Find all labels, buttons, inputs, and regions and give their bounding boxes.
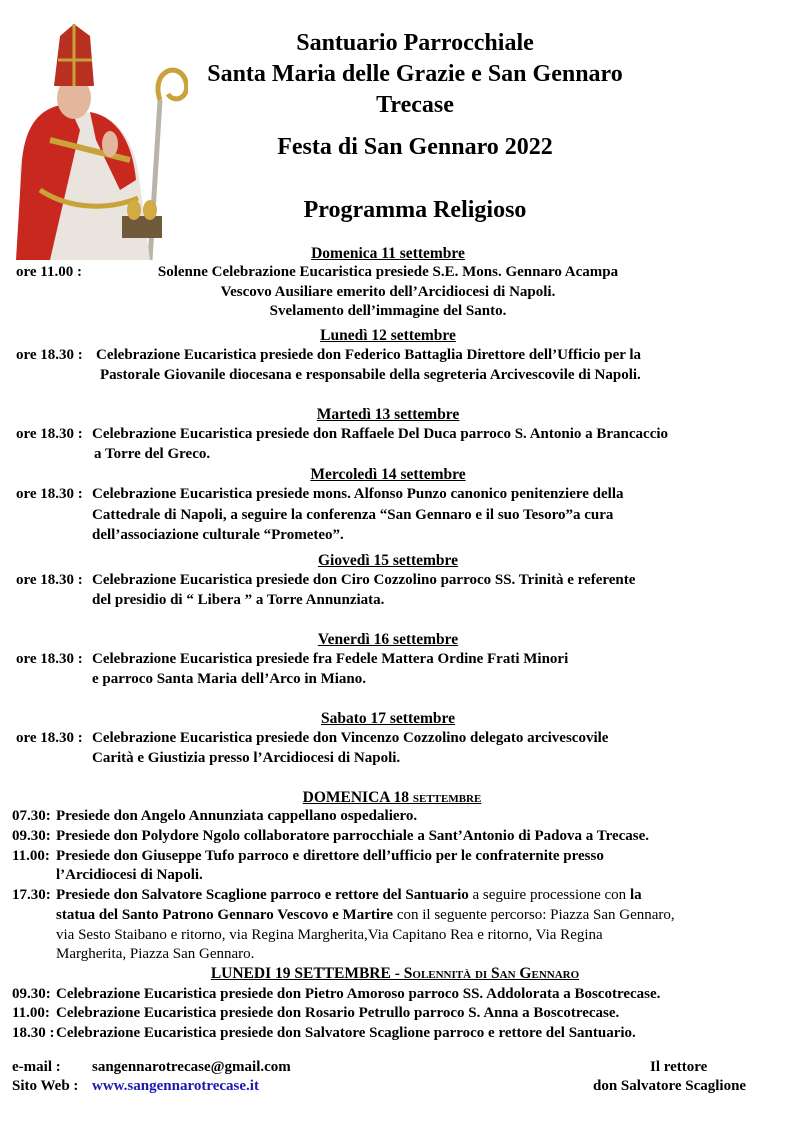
sanctuary-name: Santa Maria delle Grazie e San Gennaro (207, 61, 623, 87)
event-text: Presiede don Polydore Ngolo collaboratore parrocchiale a Sant’Antonio di Padova a Trecase. (56, 828, 650, 844)
website-link[interactable]: www.sangennarotrecase.it (92, 1078, 259, 1094)
event-text: Vescovo Ausiliare emerito dell’Arcidiocesi di Napoli. (220, 284, 556, 300)
day-heading-18: DOMENICA 18 settembre (302, 789, 482, 806)
event-time: 09.30: (12, 828, 51, 844)
event-text: Solenne Celebrazione Eucaristica presiede S.E. Mons. Gennaro Acampa (157, 264, 619, 280)
event-time: ore 18.30 : (16, 347, 83, 363)
day-heading-12: Lunedì 12 settembre (320, 327, 456, 344)
signature-name: don Salvatore Scaglione (593, 1078, 747, 1094)
event-time: 11.00: (12, 1005, 50, 1021)
day-heading-15: Giovedì 15 settembre (317, 552, 459, 569)
event-time: 11.00: (12, 848, 50, 864)
event-time: ore 18.30 : (16, 426, 83, 442)
event-text: via Sesto Staibano e ritorno, via Regina Margherita,Via Capitano Rea e ritorno, Via Regina (56, 927, 603, 943)
event-text: Celebrazione Eucaristica presiede don Vincenzo Cozzolino delegato arcivescovile (92, 730, 609, 746)
event-time: ore 18.30 : (16, 651, 83, 667)
event-text: Cattedrale di Napoli, a seguire la conferenza “San Gennaro e il suo Tesoro”a cura (92, 507, 614, 523)
event-time: ore 18.30 : (16, 572, 83, 588)
signature-title: Il rettore (650, 1059, 708, 1075)
event-time: 07.30: (12, 808, 51, 824)
event-text: Presiede don Giuseppe Tufo parroco e direttore dell’ufficio per le confraternite presso (56, 848, 604, 864)
event-text: Celebrazione Eucaristica presiede don Salvatore Scaglione parroco e rettore del Santuario. (56, 1025, 636, 1041)
event-text: Presiede don Angelo Annunziata cappellano ospedaliero. (56, 808, 418, 824)
event-text: l’Arcidiocesi di Napoli. (56, 867, 203, 883)
feast-title: Festa di San Gennaro 2022 (277, 134, 553, 160)
event-time: ore 18.30 : (16, 486, 83, 502)
event-text: Celebrazione Eucaristica presiede mons. Alfonso Punzo canonico penitenziere della (92, 486, 624, 502)
email-address[interactable]: sangennarotrecase@gmail.com (92, 1059, 291, 1075)
day-heading-11: Domenica 11 settembre (311, 245, 465, 262)
event-text: del presidio di “ Libera ” a Torre Annunziata. (92, 592, 385, 608)
program-title: Programma Religioso (303, 197, 527, 223)
event-text: Carità e Giustizia presso l’Arcidiocesi di Napoli. (92, 750, 401, 766)
event-text: Margherita, Piazza San Gennaro. (56, 946, 255, 962)
event-text: Celebrazione Eucaristica presiede don Federico Battaglia Direttore dell’Ufficio per la (96, 347, 642, 363)
event-text: dell’associazione culturale “Prometeo”. (92, 527, 344, 543)
event-text: Celebrazione Eucaristica presiede don Ciro Cozzolino parroco SS. Trinità e referente (92, 572, 636, 588)
email-label: e-mail : (12, 1059, 61, 1075)
event-text: Pastorale Giovanile diocesana e responsabile della segreteria Arcivescovile di Napoli. (100, 367, 641, 383)
event-text: statua del Santo Patrono Gennaro Vescovo e Martire con il seguente percorso: Piazza San Gennaro, (56, 907, 675, 923)
event-text: e parroco Santa Maria dell’Arco in Miano. (92, 671, 366, 687)
day-heading-13: Martedì 13 settembre (316, 406, 460, 423)
day-heading-16: Venerdì 16 settembre (317, 631, 459, 648)
event-text: a Torre del Greco. (94, 446, 211, 462)
event-text: Celebrazione Eucaristica presiede don Pietro Amoroso parroco SS. Addolorata a Boscotrecase. (56, 986, 661, 1002)
website-label: Sito Web : (12, 1078, 79, 1094)
day-heading-19: LUNEDI 19 SETTEMBRE - Solennità di San Gennaro (210, 965, 580, 982)
event-time: ore 18.30 : (16, 730, 83, 746)
event-time: 17.30: (12, 887, 51, 903)
event-text: Celebrazione Eucaristica presiede don Raffaele Del Duca parroco S. Antonio a Brancaccio (92, 426, 669, 442)
day-heading-14: Mercoledì 14 settembre (310, 466, 466, 483)
event-text: Presiede don Salvatore Scaglione parroco e rettore del Santuario a seguire processione con la (56, 887, 642, 903)
event-text: Svelamento dell’immagine del Santo. (269, 303, 507, 319)
event-text: Celebrazione Eucaristica presiede fra Fedele Mattera Ordine Frati Minori (92, 651, 569, 667)
sanctuary-title: Santuario Parrocchiale (296, 30, 534, 56)
event-time: 18.30 : (12, 1025, 55, 1041)
event-time: ore 11.00 : (16, 264, 82, 280)
event-text: Celebrazione Eucaristica presiede don Rosario Petrullo parroco S. Anna a Boscotrecase. (56, 1005, 620, 1021)
day-heading-17: Sabato 17 settembre (320, 710, 456, 727)
event-time: 09.30: (12, 986, 51, 1002)
town-name: Trecase (376, 92, 454, 118)
